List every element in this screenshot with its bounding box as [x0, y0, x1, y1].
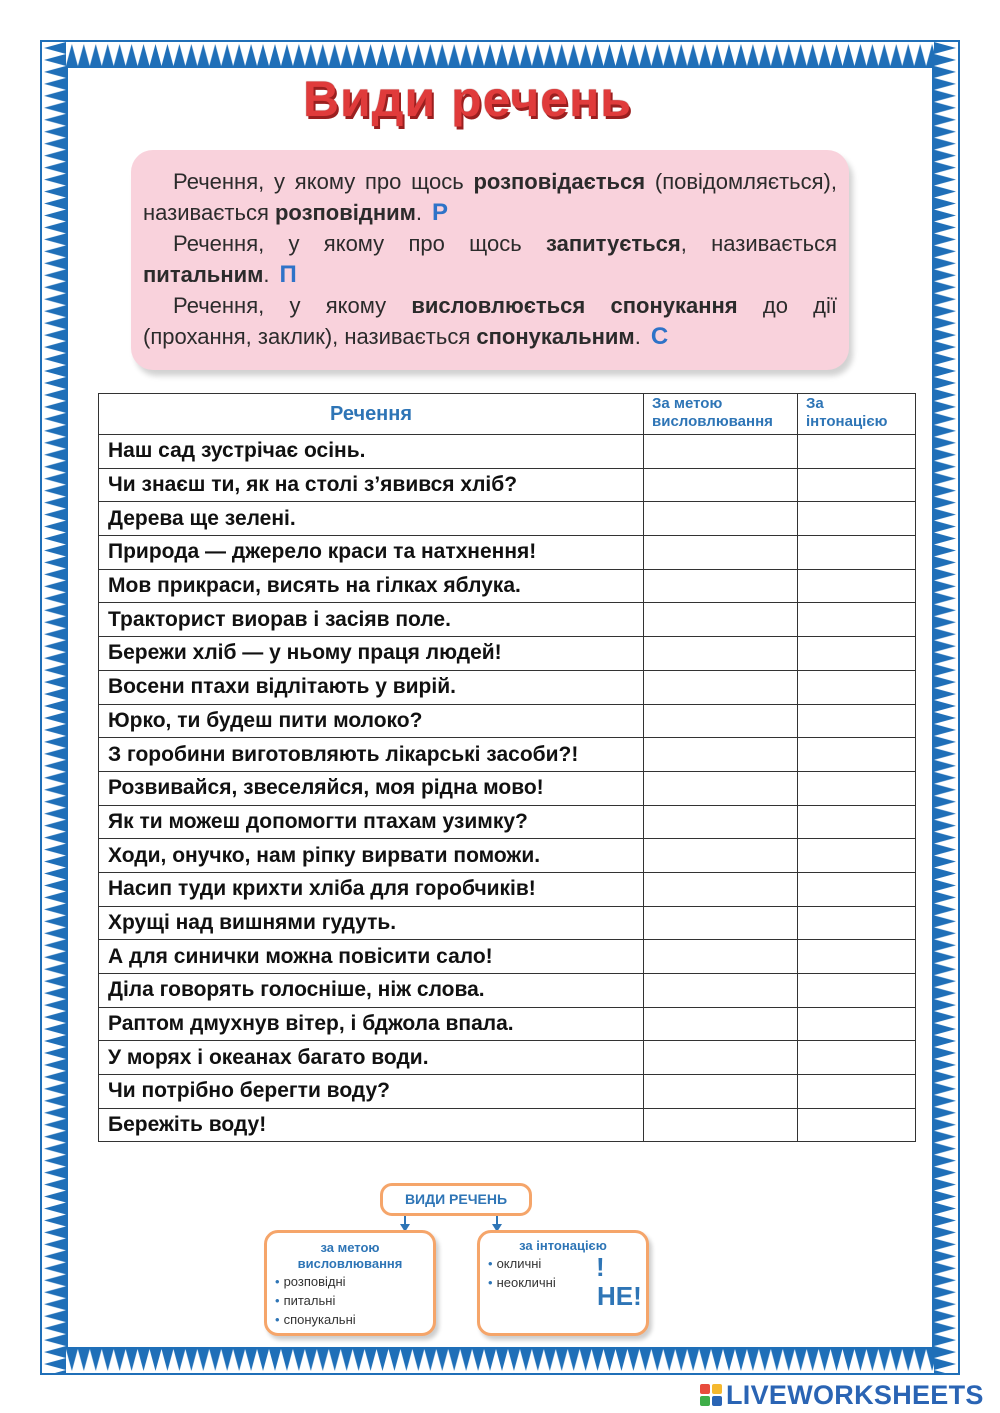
purpose-answer-cell[interactable]: [644, 906, 798, 940]
purpose-answer-cell[interactable]: [644, 839, 798, 873]
page-title: Види речень: [302, 71, 633, 127]
rule-imperative: Речення, у якому висловлюється спонукання до дії (прохання, заклик), називається спонукальним. С: [143, 293, 838, 350]
table-row: [99, 1007, 916, 1041]
sentence-cell: Юрко, ти будеш пити молоко?: [99, 704, 644, 738]
table-row: [99, 1075, 916, 1109]
intonation-answer-cell[interactable]: [798, 468, 916, 502]
sentence-cell: Бережи хліб — у ньому праця людей!: [99, 637, 644, 671]
purpose-answer-cell[interactable]: [644, 670, 798, 704]
table-row: [99, 536, 916, 570]
intonation-answer-cell[interactable]: [798, 1007, 916, 1041]
mark-r: Р: [432, 199, 449, 226]
intonation-answer-cell[interactable]: [798, 771, 916, 805]
table-row: [99, 603, 916, 637]
sentence-cell: Бережіть воду!: [99, 1108, 644, 1142]
logo-text: LIVEWORKSHEETS: [726, 1379, 984, 1410]
sentence-cell: Ходи, онучко, нам ріпку вирвати поможи.: [99, 839, 644, 873]
purpose-answer-cell[interactable]: [644, 974, 798, 1008]
sentence-cell: У морях і океанах багато води.: [99, 1041, 644, 1075]
sentence-cell: Хрущі над вишнями гудуть.: [99, 906, 644, 940]
table-row: [99, 906, 916, 940]
intonation-answer-cell[interactable]: [798, 738, 916, 772]
sentence-cell: Як ти можеш допомогти птахам узимку?: [99, 805, 644, 839]
table-row: [99, 670, 916, 704]
purpose-answer-cell[interactable]: [644, 603, 798, 637]
sentence-cell: Природа — джерело краси та натхнення!: [99, 536, 644, 570]
sentence-cell: Чи потрібно берегти воду?: [99, 1075, 644, 1109]
intonation-answer-cell[interactable]: [798, 569, 916, 603]
table-row: [99, 771, 916, 805]
purpose-answer-cell[interactable]: [644, 738, 798, 772]
intonation-answer-cell[interactable]: [798, 637, 916, 671]
logo-grid-icon: [700, 1384, 722, 1406]
table-row: [99, 502, 916, 536]
intonation-answer-cell[interactable]: [798, 805, 916, 839]
purpose-answer-cell[interactable]: [644, 1108, 798, 1142]
sentences-table: [98, 393, 916, 1142]
intonation-answer-cell[interactable]: [798, 1041, 916, 1075]
intonation-answer-cell[interactable]: [798, 536, 916, 570]
sentence-cell: Насип туди крихти хліба для горобчиків!: [99, 872, 644, 906]
sentence-cell: Розвивайся, звеселяйся, моя рідна мово!: [99, 771, 644, 805]
purpose-answer-cell[interactable]: [644, 435, 798, 469]
table-row: [99, 940, 916, 974]
sentence-cell: Діла говорять голосніше, ніж слова.: [99, 974, 644, 1008]
list-item: • питальні: [275, 1293, 336, 1308]
header-sentence: Речення: [99, 394, 644, 435]
intonation-answer-cell[interactable]: [798, 872, 916, 906]
header-purpose: За метою висловлювання: [644, 394, 798, 435]
intonation-answer-cell[interactable]: [798, 1075, 916, 1109]
ne-label: НЕ!: [597, 1281, 642, 1311]
diagram-purpose-box: [264, 1230, 436, 1336]
purpose-answer-cell[interactable]: [644, 468, 798, 502]
purpose-answer-cell[interactable]: [644, 502, 798, 536]
rule-declarative: Речення, у якому про щось розповідається (повідомляється), називається розповідним. Р: [143, 169, 837, 226]
sentence-cell: Тракторист виорав і засіяв поле.: [99, 603, 644, 637]
border-triangles-left: [42, 42, 66, 1373]
table-row: [99, 435, 916, 469]
intonation-answer-cell[interactable]: [798, 974, 916, 1008]
rule-interrogative: Речення, у якому про щось запитується, називається питальним. П: [143, 231, 838, 288]
intonation-answer-cell[interactable]: [798, 502, 916, 536]
purpose-answer-cell[interactable]: [644, 569, 798, 603]
diagram-intonation-title: за інтонацією: [519, 1238, 607, 1253]
purpose-answer-cell[interactable]: [644, 704, 798, 738]
sentence-cell: З горобини виготовляють лікарські засоби?!: [99, 738, 644, 772]
purpose-answer-cell[interactable]: [644, 805, 798, 839]
intonation-answer-cell[interactable]: [798, 1108, 916, 1142]
table-row: [99, 1108, 916, 1142]
table-row: [99, 468, 916, 502]
list-item: • окличні: [488, 1256, 542, 1271]
table-row: [99, 805, 916, 839]
mark-s: С: [650, 323, 669, 350]
sentence-cell: Дерева ще зелені.: [99, 502, 644, 536]
purpose-answer-cell[interactable]: [644, 771, 798, 805]
intonation-answer-cell[interactable]: [798, 704, 916, 738]
purpose-answer-cell[interactable]: [644, 872, 798, 906]
intonation-answer-cell[interactable]: [798, 940, 916, 974]
purpose-answer-cell[interactable]: [644, 1075, 798, 1109]
table-row: [99, 704, 916, 738]
table-header-row: [99, 394, 916, 435]
purpose-answer-cell[interactable]: [644, 1007, 798, 1041]
sentence-cell: Раптом дмухнув вітер, і бджола впала.: [99, 1007, 644, 1041]
sentence-cell: А для синички можна повісити сало!: [99, 940, 644, 974]
purpose-answer-cell[interactable]: [644, 637, 798, 671]
exclamation-mark: !: [596, 1252, 605, 1282]
list-item: • неокличні: [488, 1275, 556, 1290]
purpose-answer-cell[interactable]: [644, 1041, 798, 1075]
intonation-answer-cell[interactable]: [798, 906, 916, 940]
border-triangles-top: [42, 42, 958, 66]
liveworksheets-logo[interactable]: [700, 1378, 984, 1412]
diagram-purpose-title: за метою висловлювання: [297, 1240, 403, 1271]
rules-box: [131, 150, 849, 370]
sentence-cell: Чи знаєш ти, як на столі з’явився хліб?: [99, 468, 644, 502]
intonation-answer-cell[interactable]: [798, 603, 916, 637]
intonation-answer-cell[interactable]: [798, 839, 916, 873]
intonation-answer-cell[interactable]: [798, 435, 916, 469]
table-row: [99, 738, 916, 772]
intonation-answer-cell[interactable]: [798, 670, 916, 704]
table-row: [99, 872, 916, 906]
table-row: [99, 1041, 916, 1075]
border-triangles-bottom: [42, 1349, 958, 1373]
border-triangles-right: [934, 42, 958, 1373]
table-row: [99, 974, 916, 1008]
list-item: • спонукальні: [275, 1312, 356, 1327]
mark-p: П: [279, 261, 297, 288]
sentence-cell: Наш сад зустрічає осінь.: [99, 435, 644, 469]
list-item: • розповідні: [275, 1274, 346, 1289]
diagram-root: ВИДИ РЕЧЕНЬ: [380, 1183, 532, 1216]
purpose-answer-cell[interactable]: [644, 940, 798, 974]
purpose-answer-cell[interactable]: [644, 536, 798, 570]
sentence-cell: Восени птахи відлітають у вирій.: [99, 670, 644, 704]
sentence-cell: Мов прикраси, висять на гілках яблука.: [99, 569, 644, 603]
table-row: [99, 839, 916, 873]
table-row: [99, 637, 916, 671]
table-row: [99, 569, 916, 603]
header-intonation: За інтонацією: [798, 394, 916, 435]
